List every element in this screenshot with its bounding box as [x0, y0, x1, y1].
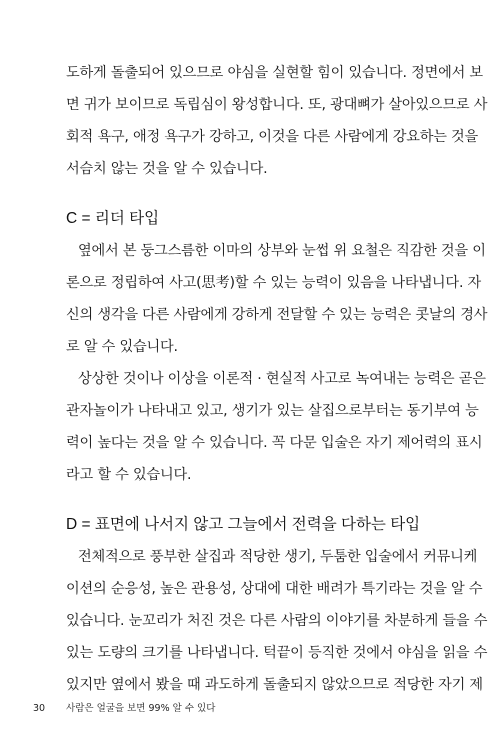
body-line: 있지만 옆에서 봤을 때 과도하게 돌출되지 않았으므로 적당한 자기 제: [66, 677, 483, 693]
section-heading-c: C = 리더 타입: [66, 210, 160, 227]
body-line: 상상한 것이나 이상을 이론적 · 현실적 사고로 녹여내는 능력은 곧은: [78, 371, 486, 387]
body-line: 서슴치 않는 것을 알 수 있습니다.: [66, 161, 268, 177]
running-title: 사람은 얼굴을 보면 99% 알 수 있다: [66, 703, 216, 714]
body-line: 있는 도량의 크기를 나타냅니다. 턱끝이 등직한 것에서 야심을 읽을 수: [66, 645, 488, 661]
body-line: 관자놀이가 나타내고 있고, 생기가 있는 살집으로부터는 동기부여 능: [66, 403, 479, 419]
body-line: 이션의 순응성, 높은 관용성, 상대에 대한 배려가 특기라는 것을 알 수: [66, 581, 483, 597]
body-line: 있습니다. 눈꼬리가 처진 것은 다른 사람의 이야기를 차분하게 들을 수: [66, 613, 488, 629]
body-line: 로 알 수 있습니다.: [66, 339, 178, 355]
body-line: 회적 욕구, 애정 욕구가 강하고, 이것을 다른 사람에게 강요하는 것을: [66, 129, 479, 145]
body-line: 신의 생각을 다른 사람에게 강하게 전달할 수 있는 능력은 콧날의 경사: [66, 307, 488, 323]
page-footer: [33, 700, 215, 714]
body-line: 면 귀가 보이므로 독립심이 왕성합니다. 또, 광대뼈가 살아있으므로 사: [66, 97, 488, 113]
page-number: 30: [33, 703, 46, 714]
body-line: 도하게 돌출되어 있으므로 야심을 실현할 힘이 있습니다. 정면에서 보: [66, 65, 483, 81]
section-heading-d: D = 표면에 나서지 않고 그늘에서 전력을 다하는 타입: [66, 516, 421, 533]
body-line: 력이 높다는 것을 알 수 있습니다. 꼭 다문 입술은 자기 제어력의 표시: [66, 435, 483, 451]
body-line: 옆에서 본 둥그스름한 이마의 상부와 눈썹 위 요철은 직감한 것을 이: [78, 243, 486, 259]
body-line: 전체적으로 풍부한 살집과 적당한 생기, 두툼한 입술에서 커뮤니케: [78, 549, 478, 565]
body-line: 론으로 정립하여 사고(思考)할 수 있는 능력이 있음을 나타냅니다. 자: [66, 275, 482, 291]
body-line: 라고 할 수 있습니다.: [66, 467, 192, 483]
